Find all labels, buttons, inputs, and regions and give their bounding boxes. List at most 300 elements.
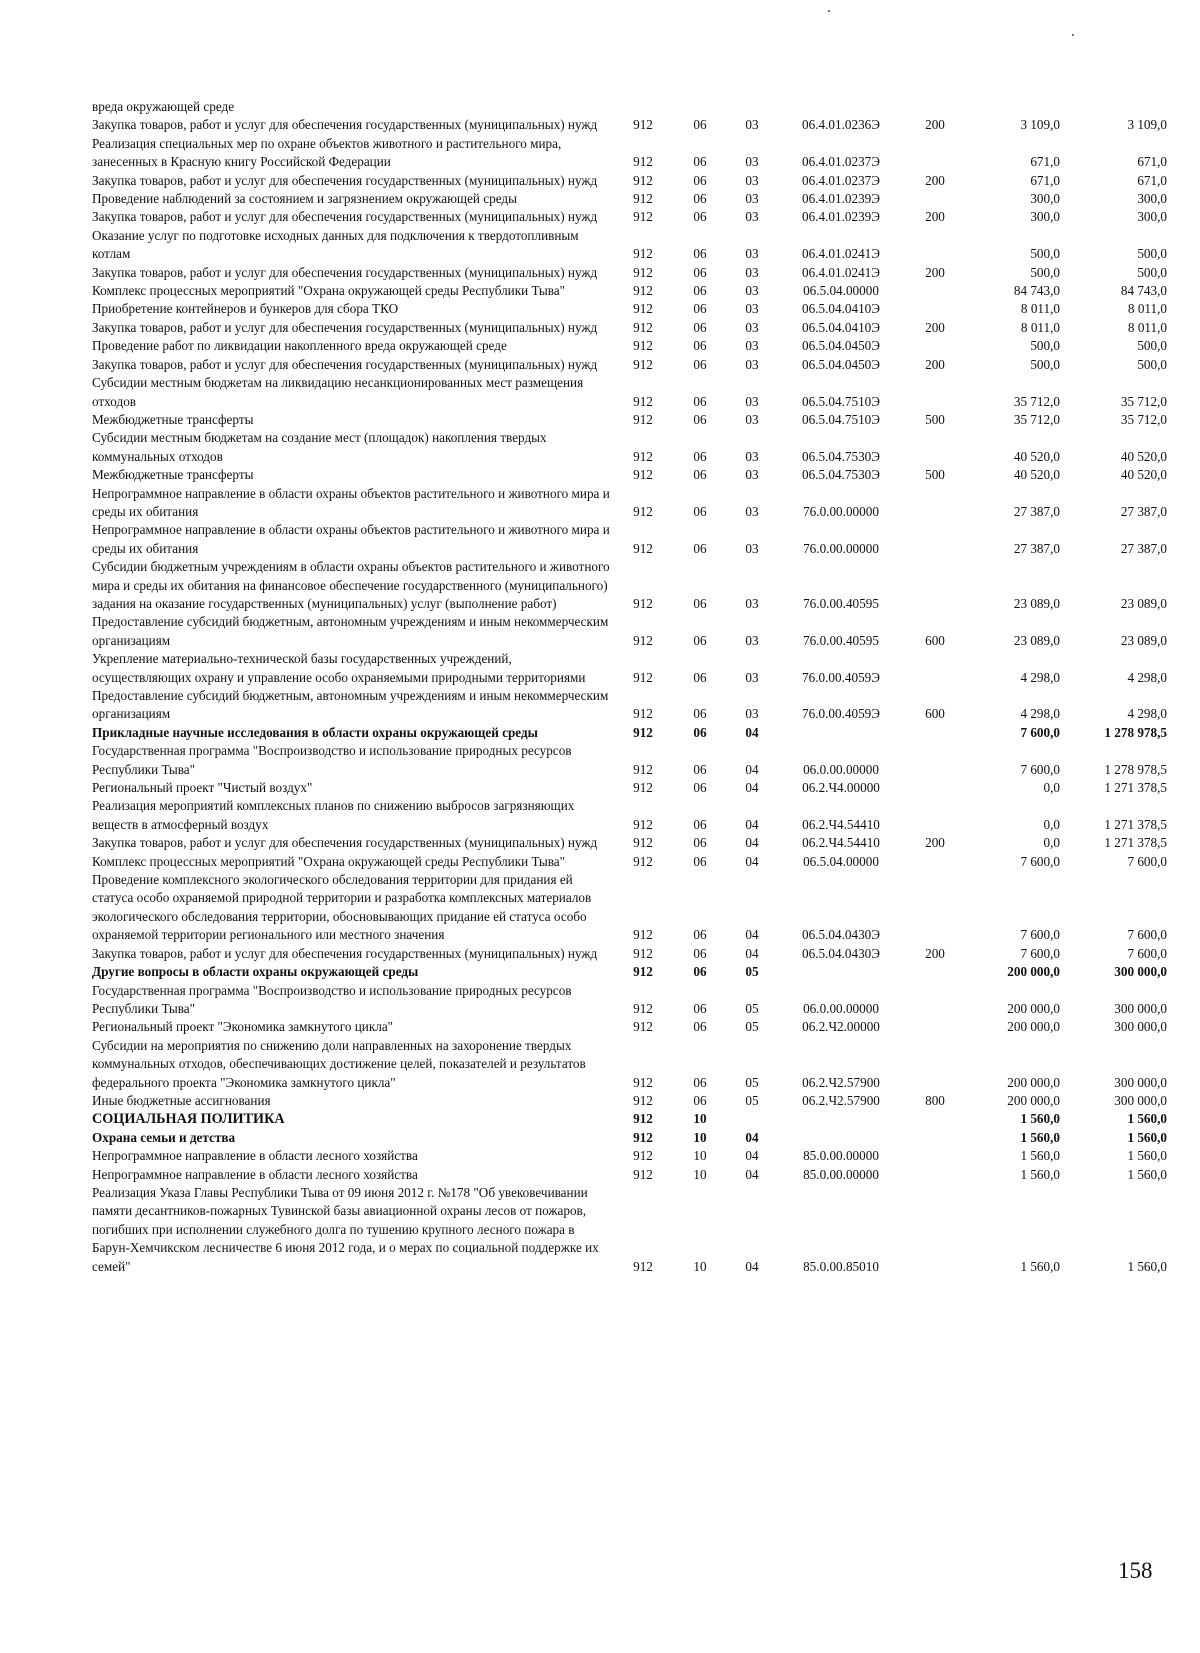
expense-type-cell — [904, 521, 966, 558]
description-cell: Государственная программа "Воспроизводство и использование природных ресурсов Республики Тыва" — [92, 982, 572, 1016]
section-code-cell: 06 — [693, 283, 707, 299]
amount-year1-cell: 1 560,0 — [1020, 1166, 1060, 1182]
section-code-cell: 06 — [693, 835, 707, 851]
table-row — [92, 1166, 1167, 1184]
expense-type-cell — [904, 1037, 966, 1092]
expense-type-cell — [904, 982, 966, 1019]
amount-year2-cell: 1 560,0 — [1127, 1148, 1167, 1164]
description-cell: Закупка товаров, работ и услуг для обеспечения государственных (муниципальных) нужд — [92, 835, 598, 851]
table-row — [92, 853, 1167, 871]
section-code-cell: 06 — [693, 816, 707, 832]
expense-type-cell — [904, 429, 966, 466]
target-article-cell: 76.0.00.4059Э — [802, 706, 880, 722]
amount-year1-cell: 4 298,0 — [1020, 669, 1060, 685]
section-code-cell: 06 — [693, 191, 707, 207]
table-row — [92, 724, 1167, 742]
expense-type-cell — [904, 779, 966, 797]
amount-year2-cell: 4 298,0 — [1127, 669, 1167, 685]
section-code-cell: 06 — [693, 724, 707, 740]
section-code-cell: 10 — [693, 1148, 707, 1164]
subsection-code-cell: 03 — [745, 301, 759, 317]
table-row — [92, 337, 1167, 355]
target-article-cell: 06.4.01.0237Э — [802, 154, 880, 170]
description-cell: Региональный проект "Чистый воздух" — [92, 780, 313, 796]
table-row — [92, 1037, 1167, 1092]
scan-speck — [828, 10, 830, 12]
table-row — [92, 742, 1167, 779]
expense-type-cell — [904, 300, 966, 318]
description-cell: Закупка товаров, работ и услуг для обеспечения государственных (муниципальных) нужд — [92, 172, 598, 188]
description-cell: Межбюджетные трансферты — [92, 411, 254, 427]
target-article-cell: 06.2.Ч4.00000 — [802, 780, 880, 796]
amount-year2-cell — [1060, 98, 1167, 116]
amount-year2-cell: 300,0 — [1137, 191, 1167, 207]
section-code-cell: 10 — [693, 1111, 707, 1127]
amount-year2-cell: 1 278 978,5 — [1104, 724, 1167, 740]
expense-type-cell — [904, 227, 966, 264]
amount-year1-cell: 23 089,0 — [1013, 632, 1060, 648]
target-article-cell — [778, 98, 904, 116]
description-cell: Непрограммное направление в области охраны объектов растительного и животного мира и среды их обитания — [92, 522, 610, 556]
amount-year2-cell: 40 520,0 — [1120, 467, 1167, 483]
section-code-cell: 06 — [693, 706, 707, 722]
description-cell: СОЦИАЛЬНАЯ ПОЛИТИКА — [92, 1111, 285, 1128]
target-article-cell — [778, 724, 904, 742]
target-article-cell: 06.5.04.0430Э — [802, 927, 880, 943]
table-row — [92, 429, 1167, 466]
ministry-code-cell: 912 — [633, 117, 653, 133]
subsection-code-cell: 05 — [745, 1000, 759, 1016]
amount-year1-cell: 671,0 — [1030, 154, 1060, 170]
amount-year1-cell: 671,0 — [1030, 172, 1060, 188]
amount-year1-cell: 23 089,0 — [1013, 595, 1060, 611]
table-row — [92, 650, 1167, 687]
section-code-cell: 06 — [693, 264, 707, 280]
amount-year2-cell: 1 278 978,5 — [1104, 761, 1167, 777]
description-cell: вреда окружающей среде — [92, 99, 235, 114]
amount-year2-cell: 300 000,0 — [1114, 1019, 1167, 1035]
expense-type-cell — [904, 724, 966, 742]
section-code-cell: 06 — [693, 1019, 707, 1035]
target-article-cell: 06.4.01.0241Э — [802, 264, 880, 280]
target-article-cell: 06.5.04.7510Э — [802, 411, 880, 427]
subsection-code-cell: 03 — [745, 393, 759, 409]
expense-type-cell — [904, 853, 966, 871]
table-row — [92, 963, 1167, 981]
section-code-cell: 06 — [693, 356, 707, 372]
amount-year2-cell: 1 271 378,5 — [1104, 835, 1167, 851]
section-code-cell: 06 — [693, 301, 707, 317]
subsection-code-cell: 03 — [745, 540, 759, 556]
subsection-code-cell: 03 — [745, 632, 759, 648]
target-article-cell: 06.2.Ч2.57900 — [802, 1074, 880, 1090]
expense-type-cell — [904, 742, 966, 779]
ministry-code-cell: 912 — [633, 706, 653, 722]
subsection-code-cell: 04 — [745, 1148, 759, 1164]
target-article-cell: 85.0.00.00000 — [803, 1166, 879, 1182]
subsection-code-cell: 03 — [745, 154, 759, 170]
amount-year2-cell: 500,0 — [1137, 356, 1167, 372]
subsection-code-cell: 04 — [745, 1166, 759, 1182]
table-row — [92, 227, 1167, 264]
budget-table — [92, 98, 1167, 1276]
description-cell: Иные бюджетные ассигнования — [92, 1092, 271, 1108]
expense-type-cell — [904, 963, 966, 981]
amount-year1-cell: 84 743,0 — [1013, 283, 1060, 299]
ministry-code-cell: 912 — [633, 853, 653, 869]
ministry-code-cell: 912 — [633, 1074, 653, 1090]
target-article-cell: 06.5.04.0410Э — [802, 319, 880, 335]
amount-year2-cell: 7 600,0 — [1127, 853, 1167, 869]
target-article-cell: 76.0.00.00000 — [803, 503, 879, 519]
section-code-cell: 06 — [693, 246, 707, 262]
description-cell: Закупка товаров, работ и услуг для обеспечения государственных (муниципальных) нужд — [92, 264, 598, 280]
table-row — [92, 797, 1167, 834]
target-article-cell: 85.0.00.00000 — [803, 1148, 879, 1164]
table-row — [92, 98, 1167, 116]
target-article-cell: 06.0.00.00000 — [803, 761, 879, 777]
target-article-cell: 85.0.00.85010 — [803, 1258, 879, 1274]
target-article-cell: 06.2.Ч2.00000 — [802, 1019, 880, 1035]
amount-year2-cell: 40 520,0 — [1120, 448, 1167, 464]
ministry-code-cell: 912 — [633, 448, 653, 464]
amount-year2-cell: 8 011,0 — [1127, 301, 1167, 317]
amount-year1-cell: 500,0 — [1030, 246, 1060, 262]
target-article-cell: 06.2.Ч2.57900 — [802, 1092, 880, 1108]
subsection-code-cell: 03 — [745, 209, 759, 225]
subsection-code-cell: 03 — [745, 411, 759, 427]
table-row — [92, 834, 1167, 852]
amount-year1-cell: 200 000,0 — [1007, 964, 1060, 980]
section-code-cell: 06 — [693, 338, 707, 354]
amount-year2-cell: 1 560,0 — [1127, 1111, 1167, 1127]
target-article-cell: 06.5.04.00000 — [803, 853, 879, 869]
amount-year1-cell: 0,0 — [1043, 780, 1060, 796]
section-code-cell — [674, 98, 726, 116]
ministry-code-cell: 912 — [633, 595, 653, 611]
description-cell: Предоставление субсидий бюджетным, автономным учреждениям и иным некоммерческим организациям — [92, 688, 609, 722]
table-row — [92, 411, 1167, 429]
section-code-cell: 06 — [693, 154, 707, 170]
expense-type-cell — [904, 1147, 966, 1165]
table-row — [92, 1110, 1167, 1128]
description-cell: Субсидии местным бюджетам на создание мест (площадок) накопления твердых коммунальных отходов — [92, 430, 547, 464]
expense-type-cell — [904, 871, 966, 945]
description-cell: Предоставление субсидий бюджетным, автономным учреждениям и иным некоммерческим организациям — [92, 614, 609, 648]
target-article-cell — [778, 1110, 904, 1128]
expense-type-cell — [904, 1018, 966, 1036]
target-article-cell: 06.2.Ч4.54410 — [802, 835, 880, 851]
description-cell: Непрограммное направление в области лесного хозяйства — [92, 1148, 418, 1164]
amount-year2-cell: 671,0 — [1137, 172, 1167, 188]
table-row — [92, 871, 1167, 945]
table-row — [92, 264, 1167, 282]
scan-speck — [1072, 34, 1074, 36]
ministry-code-cell: 912 — [633, 411, 653, 427]
expense-type-cell: 200 — [925, 835, 945, 851]
target-article-cell: 76.0.00.00000 — [803, 540, 879, 556]
description-cell: Другие вопросы в области охраны окружающей среды — [92, 964, 419, 980]
section-code-cell: 06 — [693, 117, 707, 133]
ministry-code-cell: 912 — [633, 154, 653, 170]
section-code-cell: 06 — [693, 448, 707, 464]
subsection-code-cell: 03 — [745, 172, 759, 188]
description-cell: Региональный проект "Экономика замкнутого цикла" — [92, 1019, 394, 1035]
amount-year2-cell: 3 109,0 — [1127, 117, 1167, 133]
section-code-cell: 06 — [693, 393, 707, 409]
ministry-code-cell: 912 — [633, 780, 653, 796]
table-row — [92, 1129, 1167, 1147]
ministry-code-cell: 912 — [633, 1258, 653, 1274]
description-cell: Закупка товаров, работ и услуг для обеспечения государственных (муниципальных) нужд — [92, 356, 598, 372]
description-cell: Субсидии местным бюджетам на ликвидацию несанкционированных мест размещения отходов — [92, 375, 584, 409]
amount-year1-cell: 200 000,0 — [1007, 1000, 1060, 1016]
table-row — [92, 116, 1167, 134]
section-code-cell: 06 — [693, 319, 707, 335]
expense-type-cell: 200 — [925, 117, 945, 133]
target-article-cell: 06.0.00.00000 — [803, 1000, 879, 1016]
subsection-code-cell: 05 — [745, 964, 759, 980]
ministry-code-cell: 912 — [633, 209, 653, 225]
amount-year1-cell: 7 600,0 — [1020, 853, 1060, 869]
target-article-cell: 06.4.01.0239Э — [802, 209, 880, 225]
subsection-code-cell: 03 — [745, 319, 759, 335]
ministry-code-cell: 912 — [633, 724, 653, 740]
amount-year1-cell: 300,0 — [1030, 191, 1060, 207]
amount-year2-cell: 1 560,0 — [1127, 1129, 1167, 1145]
description-cell: Проведение работ по ликвидации накопленного вреда окружающей среде — [92, 338, 507, 354]
expense-type-cell: 200 — [925, 319, 945, 335]
section-code-cell: 06 — [693, 669, 707, 685]
subsection-code-cell: 03 — [745, 467, 759, 483]
target-article-cell: 06.5.04.7510Э — [802, 393, 880, 409]
table-row — [92, 466, 1167, 484]
expense-type-cell — [904, 135, 966, 172]
ministry-code-cell: 912 — [633, 264, 653, 280]
table-row — [92, 282, 1167, 300]
expense-type-cell: 600 — [925, 706, 945, 722]
expense-type-cell — [904, 1184, 966, 1276]
ministry-code-cell: 912 — [633, 1166, 653, 1182]
amount-year2-cell: 300 000,0 — [1114, 1074, 1167, 1090]
table-row — [92, 558, 1167, 613]
amount-year2-cell: 1 560,0 — [1127, 1166, 1167, 1182]
description-cell: Оказание услуг по подготовке исходных данных для подключения к твердотопливным котлам — [92, 227, 579, 262]
ministry-code-cell: 912 — [633, 1092, 653, 1108]
amount-year2-cell: 27 387,0 — [1120, 540, 1167, 556]
ministry-code-cell: 912 — [633, 172, 653, 188]
section-code-cell: 06 — [693, 927, 707, 943]
expense-type-cell: 500 — [925, 467, 945, 483]
ministry-code-cell: 912 — [633, 761, 653, 777]
ministry-code-cell — [612, 98, 674, 116]
amount-year1-cell: 7 600,0 — [1020, 927, 1060, 943]
subsection-code-cell: 05 — [745, 1092, 759, 1108]
expense-type-cell — [904, 797, 966, 834]
ministry-code-cell: 912 — [633, 503, 653, 519]
expense-type-cell — [904, 282, 966, 300]
subsection-code-cell — [726, 98, 778, 116]
description-cell: Комплекс процессных мероприятий "Охрана окружающей среды Республики Тыва" — [92, 853, 566, 869]
expense-type-cell — [904, 650, 966, 687]
amount-year2-cell: 1 271 378,5 — [1104, 816, 1167, 832]
section-code-cell: 06 — [693, 209, 707, 225]
subsection-code-cell: 03 — [745, 356, 759, 372]
description-cell: Комплекс процессных мероприятий "Охрана окружающей среды Республики Тыва" — [92, 283, 566, 299]
table-row — [92, 945, 1167, 963]
subsection-code-cell: 03 — [745, 117, 759, 133]
amount-year1-cell: 7 600,0 — [1020, 761, 1060, 777]
amount-year1-cell: 200 000,0 — [1007, 1074, 1060, 1090]
amount-year2-cell: 23 089,0 — [1120, 595, 1167, 611]
table-row — [92, 300, 1167, 318]
description-cell: Субсидии бюджетным учреждениям в области охраны объектов растительного и животного мира и среды их обитания на финансовое обеспечение государственного (муниципального) задания на оказание государственных (муниципальных) услуг (выполнение работ) — [92, 559, 610, 611]
amount-year1-cell: 35 712,0 — [1013, 411, 1060, 427]
description-cell: Государственная программа "Воспроизводство и использование природных ресурсов Республики Тыва" — [92, 743, 572, 777]
subsection-code-cell: 04 — [745, 1258, 759, 1274]
target-article-cell: 06.5.04.00000 — [803, 283, 879, 299]
amount-year1-cell: 1 560,0 — [1020, 1148, 1060, 1164]
target-article-cell: 76.0.00.40595 — [803, 595, 879, 611]
subsection-code-cell: 03 — [745, 669, 759, 685]
expense-type-cell: 200 — [925, 264, 945, 280]
target-article-cell: 06.5.04.0430Э — [802, 945, 880, 961]
subsection-code-cell: 04 — [745, 816, 759, 832]
section-code-cell: 06 — [693, 1000, 707, 1016]
section-code-cell: 06 — [693, 467, 707, 483]
expense-type-cell: 200 — [925, 945, 945, 961]
ministry-code-cell: 912 — [633, 964, 653, 980]
amount-year1-cell: 40 520,0 — [1013, 467, 1060, 483]
description-cell: Проведение комплексного экологического обследования территории для придания ей статуса особо охраняемой природной территории и разработка комплексных материалов экологического обследования территории, обосновывающих придание ей статуса особо охраняемой территории регионального или местного значения — [92, 872, 592, 943]
table-row — [92, 687, 1167, 724]
ministry-code-cell: 912 — [633, 393, 653, 409]
ministry-code-cell: 912 — [633, 1129, 653, 1145]
amount-year1-cell: 7 600,0 — [1020, 945, 1060, 961]
description-cell: Непрограммное направление в области охраны объектов растительного и животного мира и среды их обитания — [92, 485, 610, 519]
table-row — [92, 613, 1167, 650]
amount-year1-cell: 200 000,0 — [1007, 1019, 1060, 1035]
ministry-code-cell: 912 — [633, 1000, 653, 1016]
subsection-code-cell: 03 — [745, 338, 759, 354]
amount-year2-cell: 671,0 — [1137, 154, 1167, 170]
description-cell: Приобретение контейнеров и бункеров для сбора ТКО — [92, 301, 399, 317]
description-cell: Реализация Указа Главы Республики Тыва от 09 июня 2012 г. №178 "Об увековечивании памяти десантников-пожарных Тувинской базы авиационной охраны лесов от пожаров, погибших при исполнении служебного долга по тушению крупного лесного пожара в Барун-Хемчикском лесничестве 6 июня 2012 года, и о мерах по социальной поддержке их семей" — [92, 1184, 599, 1274]
subsection-code-cell: 04 — [745, 945, 759, 961]
target-article-cell: 06.4.01.0239Э — [802, 191, 880, 207]
description-cell: Реализация мероприятий комплексных планов по снижению выбросов загрязняющих веществ в атмосферный воздух — [92, 798, 575, 832]
amount-year1-cell: 40 520,0 — [1013, 448, 1060, 464]
section-code-cell: 06 — [693, 853, 707, 869]
ministry-code-cell: 912 — [633, 467, 653, 483]
ministry-code-cell: 912 — [633, 356, 653, 372]
target-article-cell: 06.5.04.0450Э — [802, 338, 880, 354]
target-article-cell — [778, 1129, 904, 1147]
amount-year1-cell: 0,0 — [1043, 816, 1060, 832]
amount-year2-cell: 500,0 — [1137, 338, 1167, 354]
amount-year2-cell: 84 743,0 — [1120, 283, 1167, 299]
amount-year1-cell: 8 011,0 — [1020, 301, 1060, 317]
amount-year2-cell: 7 600,0 — [1127, 945, 1167, 961]
amount-year1-cell — [966, 98, 1060, 116]
amount-year2-cell: 300 000,0 — [1114, 1092, 1167, 1108]
expense-type-cell: 200 — [925, 172, 945, 188]
section-code-cell: 06 — [693, 945, 707, 961]
amount-year1-cell: 1 560,0 — [1020, 1111, 1060, 1127]
subsection-code-cell: 04 — [745, 780, 759, 796]
table-row — [92, 1147, 1167, 1165]
amount-year1-cell: 35 712,0 — [1013, 393, 1060, 409]
ministry-code-cell: 912 — [633, 301, 653, 317]
expense-type-cell — [904, 1110, 966, 1128]
amount-year2-cell: 500,0 — [1137, 264, 1167, 280]
section-code-cell: 06 — [693, 780, 707, 796]
table-row — [92, 982, 1167, 1019]
amount-year2-cell: 300 000,0 — [1114, 1000, 1167, 1016]
ministry-code-cell: 912 — [633, 283, 653, 299]
section-code-cell: 06 — [693, 503, 707, 519]
amount-year2-cell: 4 298,0 — [1127, 706, 1167, 722]
subsection-code-cell: 05 — [745, 1019, 759, 1035]
table-row — [92, 1184, 1167, 1276]
target-article-cell: 06.4.01.0236Э — [802, 117, 880, 133]
subsection-code-cell: 05 — [745, 1074, 759, 1090]
table-row — [92, 172, 1167, 190]
target-article-cell: 76.0.00.4059Э — [802, 669, 880, 685]
target-article-cell: 06.2.Ч4.54410 — [802, 816, 880, 832]
amount-year1-cell: 1 560,0 — [1020, 1258, 1060, 1274]
subsection-code-cell — [726, 1110, 778, 1128]
table-row — [92, 319, 1167, 337]
section-code-cell: 06 — [693, 632, 707, 648]
description-cell: Охрана семьи и детства — [92, 1129, 236, 1145]
description-cell: Субсидии на мероприятия по снижению доли направленных на захоронение твердых коммунальных отходов, обеспечивающих достижение целей, показателей и результатов федерального проекта "Экономика замкнутого цикла" — [92, 1037, 586, 1090]
ministry-code-cell: 912 — [633, 540, 653, 556]
description-cell: Непрограммное направление в области лесного хозяйства — [92, 1166, 418, 1182]
ministry-code-cell: 912 — [633, 945, 653, 961]
subsection-code-cell: 04 — [745, 1129, 759, 1145]
section-code-cell: 06 — [693, 1092, 707, 1108]
section-code-cell: 06 — [693, 1074, 707, 1090]
table-row — [92, 190, 1167, 208]
amount-year2-cell: 300,0 — [1137, 209, 1167, 225]
section-code-cell: 06 — [693, 172, 707, 188]
amount-year2-cell: 500,0 — [1137, 246, 1167, 262]
target-article-cell: 06.5.04.0410Э — [802, 301, 880, 317]
description-cell: Межбюджетные трансферты — [92, 467, 254, 483]
subsection-code-cell: 03 — [745, 264, 759, 280]
ministry-code-cell: 912 — [633, 1019, 653, 1035]
amount-year1-cell: 500,0 — [1030, 264, 1060, 280]
amount-year2-cell: 8 011,0 — [1127, 319, 1167, 335]
section-code-cell: 10 — [693, 1166, 707, 1182]
expense-type-cell — [904, 1129, 966, 1147]
expense-type-cell — [904, 374, 966, 411]
table-row — [92, 208, 1167, 226]
table-row — [92, 1018, 1167, 1036]
section-code-cell: 10 — [693, 1258, 707, 1274]
amount-year1-cell: 3 109,0 — [1020, 117, 1060, 133]
table-row — [92, 374, 1167, 411]
ministry-code-cell: 912 — [633, 246, 653, 262]
subsection-code-cell: 03 — [745, 191, 759, 207]
amount-year1-cell: 27 387,0 — [1013, 503, 1060, 519]
subsection-code-cell: 04 — [745, 724, 759, 740]
amount-year2-cell: 35 712,0 — [1120, 411, 1167, 427]
table-row — [92, 356, 1167, 374]
amount-year1-cell: 7 600,0 — [1020, 724, 1060, 740]
target-article-cell: 06.5.04.0450Э — [802, 356, 880, 372]
